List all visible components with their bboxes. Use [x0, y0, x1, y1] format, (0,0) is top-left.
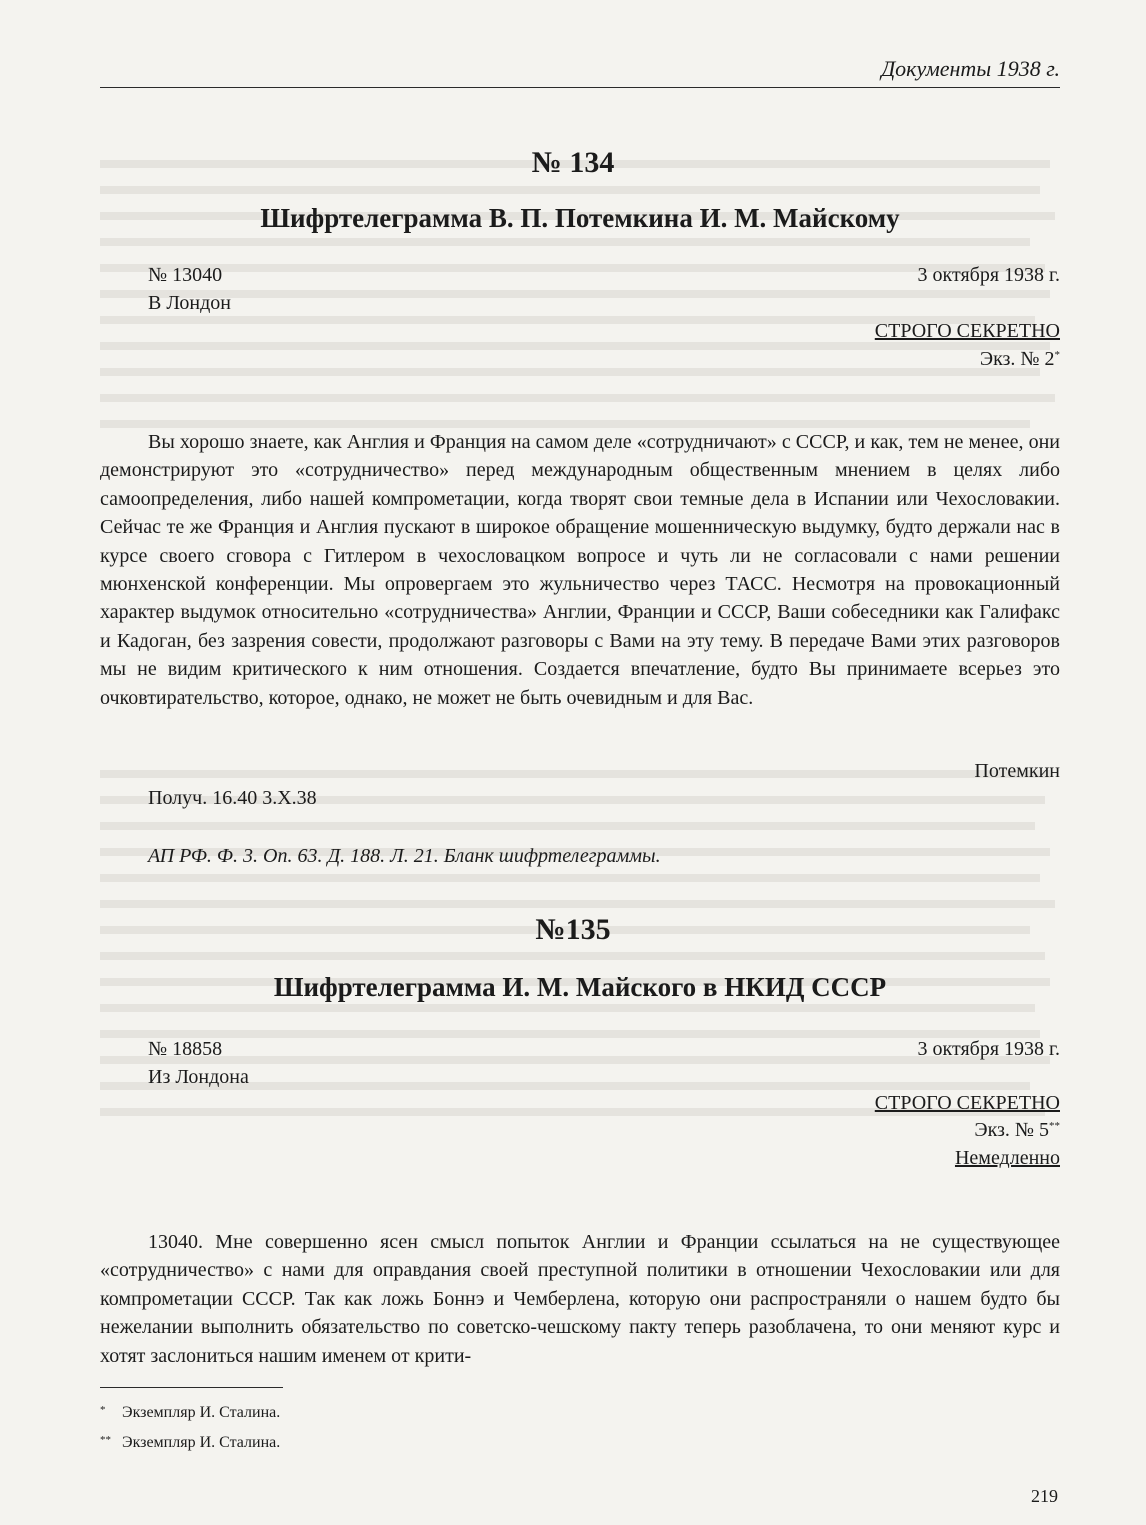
footnote-rule [100, 1387, 283, 1388]
doc135-copy-label: Экз. № 5 [974, 1119, 1049, 1141]
doc135-title: Шифртелеграмма И. М. Майского в НКИД СССР [273, 972, 887, 1002]
doc134-classification: СТРОГО СЕКРЕТНО [874, 320, 1060, 342]
footnote-1-mark: * [100, 1404, 106, 1416]
doc135-copy-mark: ** [1049, 1120, 1060, 1132]
doc135-urgency: Немедленно [954, 1147, 1060, 1169]
doc134-copy [980, 346, 1060, 372]
doc134-number: № 134 [531, 146, 615, 179]
doc134-body: Вы хорошо знаете, как Англия и Франция на самом деле «сотрудничают» с СССР, и как, тем не менее, они демонстрируют это «сотрудничество» перед международным общественным мнением в целях либо самоопределения, либо нашей компрометации, когда творят свои темные дела в Испании или Чехословакии. Сейчас те же Франция и Англия пускают в широкое обращение мошенническую выдумку, будто держали нас в курсе своего сговора с Гитлером в чехословацком вопросе и чуть ли не согласовали с нами решении мюнхенской конференции. Мы опровергаем это жульничество через ТАСС. Несмотря на провокационный характер выдумок относительно «сотрудничества» Англии, Франции и СССР, Ваши собеседники как Галифакс и Кадоган, без зазрения совести, продолжают разговоры с Вами на эту тему. В передаче Вами этих разговоров мы не видим критического к ним отношения. Создается впечатление, будто Вы принимаете всерьез это очковтирательство, которое, однако, не может не быть очевидным и для Вас. [100, 431, 1060, 709]
doc134-copy-label: Экз. № 2 [979, 348, 1055, 370]
doc135-classification: СТРОГО СЕКРЕТНО [874, 1092, 1060, 1114]
header-rule [100, 87, 1060, 88]
doc134-title: Шифртелеграмма В. П. Потемкина И. М. Майскому [260, 203, 900, 233]
doc135-copy [974, 1117, 1060, 1143]
footnote-2 [100, 1434, 280, 1452]
running-header: Документы 1938 г. [881, 56, 1060, 81]
doc135-reg-number: № 18858 [148, 1038, 223, 1060]
doc134-date: 3 октября 1938 г. [917, 264, 1060, 286]
footnote-2-mark: ** [100, 1434, 111, 1446]
doc134-received: Получ. 16.40 3.X.38 [148, 787, 317, 809]
doc134-reg-number: № 13040 [148, 264, 223, 286]
doc135-origin: Из Лондона [148, 1066, 249, 1088]
page-number: 219 [1031, 1486, 1058, 1506]
footnote-2-text: Экземпляр И. Сталина. [122, 1434, 281, 1451]
footnote-1-text: Экземпляр И. Сталина. [122, 1404, 281, 1421]
doc135-number: №135 [535, 913, 611, 946]
doc135-body: 13040. Мне совершенно ясен смысл попыток Англии и Франции ссылаться на не существующее «сотрудничество» с нами для оправдания своей преступной политики в отношении Чехословакии или для компрометации СССР. Так как ложь Боннэ и Чемберлена, которую они распространяли о нашем будто бы нежелании выполнить обязательство по советско-чешскому пакту теперь разоблачена, то они меняют курс и хотят заслониться нашим именем от крити- [100, 1231, 1060, 1367]
doc134-destination: В Лондон [148, 292, 231, 314]
doc134-signature: Потемкин [974, 760, 1060, 782]
doc134-archive-source: АП РФ. Ф. 3. Оп. 63. Д. 188. Л. 21. Бланк шифртелеграммы. [148, 845, 661, 867]
footnote-1 [100, 1404, 280, 1422]
doc134-copy-mark: * [1054, 349, 1060, 361]
doc135-date: 3 октября 1938 г. [917, 1038, 1060, 1060]
